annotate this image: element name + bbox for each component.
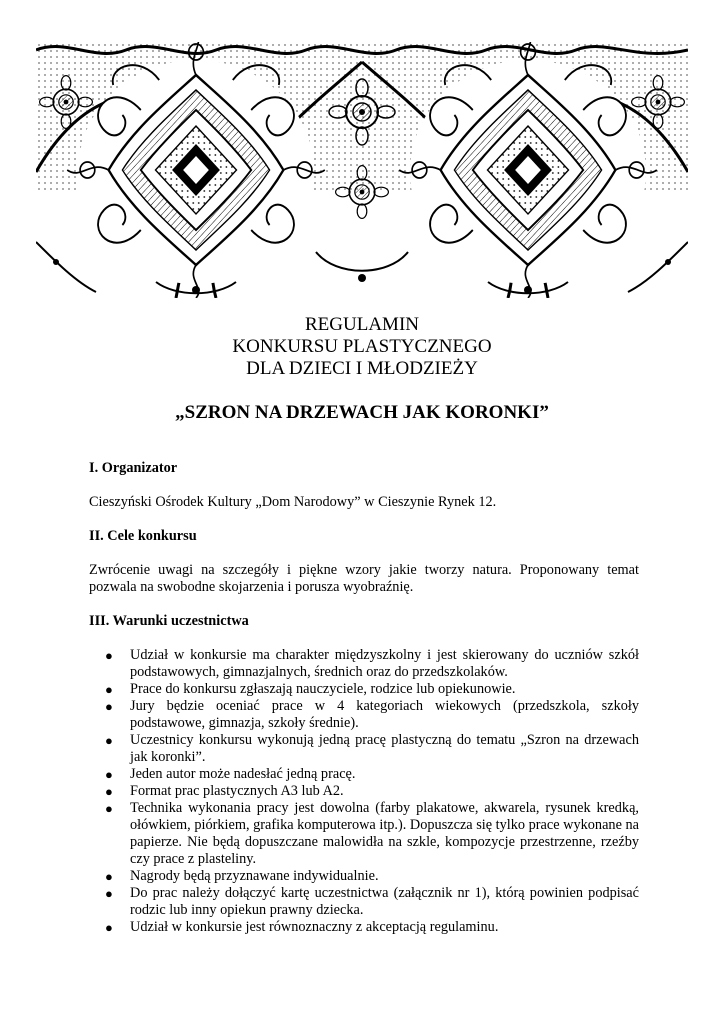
list-item: ● Jeden autor może nadesłać jedną pracę. (105, 766, 356, 782)
document-title-block (0, 314, 724, 380)
title-audience: DLA DZIECI I MŁODZIEŻY (246, 358, 478, 379)
conditions-list (89, 647, 639, 936)
list-item: ● Nagrody będą przyznawane indywidualnie. (105, 868, 379, 884)
bullet-icon: ● (105, 886, 113, 901)
list-item: ● Format prac plastycznych A3 lub A2. (105, 783, 344, 799)
list-item: ● Jury będzie oceniać prace w 4 kategoriach wiekowych (przedszkola, szkoły podstawowe, gimnazja, szkoły średnie). (105, 698, 639, 731)
bullet-icon: ● (105, 801, 113, 816)
title-regulamin: REGULAMIN (305, 314, 419, 335)
bullet-icon: ● (105, 767, 113, 782)
section-goals-heading: II. Cele konkursu (89, 528, 197, 544)
document-body (89, 460, 639, 936)
contest-name: „SZRON NA DRZEWACH JAK KORONKI” (175, 402, 549, 423)
section-conditions-heading: III. Warunki uczestnictwa (89, 613, 249, 629)
bullet-icon: ● (105, 920, 113, 935)
list-item: ● Technika wykonania pracy jest dowolna (farby plakatowe, akwarela, rysunek kredką, ołówkiem, piórkiem, grafika komputerowa itp.). Dopuszcza się tylko prace wykonane na papierze. Nie będą dopuszczane malowidła na szkle, kompozycje przestrzenne, rzeźby czy prace z plasteliny. (105, 800, 639, 867)
section-organizer-text: Cieszyński Ośrodek Kultury „Dom Narodowy” w Cieszynie Rynek 12. (89, 494, 497, 510)
list-item: ● Udział w konkursie ma charakter międzyszkolny i jest skierowany do uczniów szkół podstawowych, gimnazjalnych, średnich oraz do przedszkolaków. (105, 647, 639, 680)
list-item: ● Uczestnicy konkursu wykonują jedną pracę plastyczną do tematu „Szron na drzewach jak koronki”. (105, 732, 639, 765)
bullet-icon: ● (105, 682, 113, 697)
section-organizer-heading: I. Organizator (89, 460, 178, 476)
lace-ornament-banner-icon (36, 42, 688, 298)
list-item: ● Udział w konkursie jest równoznaczny z akceptacją regulaminu. (105, 919, 499, 935)
bullet-icon: ● (105, 648, 113, 663)
section-goals-text: Zwrócenie uwagi na szczegóły i piękne wzory jakie tworzy natura. Proponowany temat pozwala na swobodne skojarzenia i porusza wyobraźnię. (89, 562, 639, 595)
bullet-icon: ● (105, 733, 113, 748)
bullet-icon: ● (105, 699, 113, 714)
bullet-icon: ● (105, 869, 113, 884)
list-item: ● Do prac należy dołączyć kartę uczestnictwa (załącznik nr 1), którą powinien podpisać rodzic lub inny opiekun prawny dziecka. (105, 885, 639, 918)
bullet-icon: ● (105, 784, 113, 799)
list-item: ● Prace do konkursu zgłaszają nauczyciele, rodzice lub opiekunowie. (105, 681, 516, 697)
title-konkurs: KONKURSU PLASTYCZNEGO (232, 336, 492, 357)
